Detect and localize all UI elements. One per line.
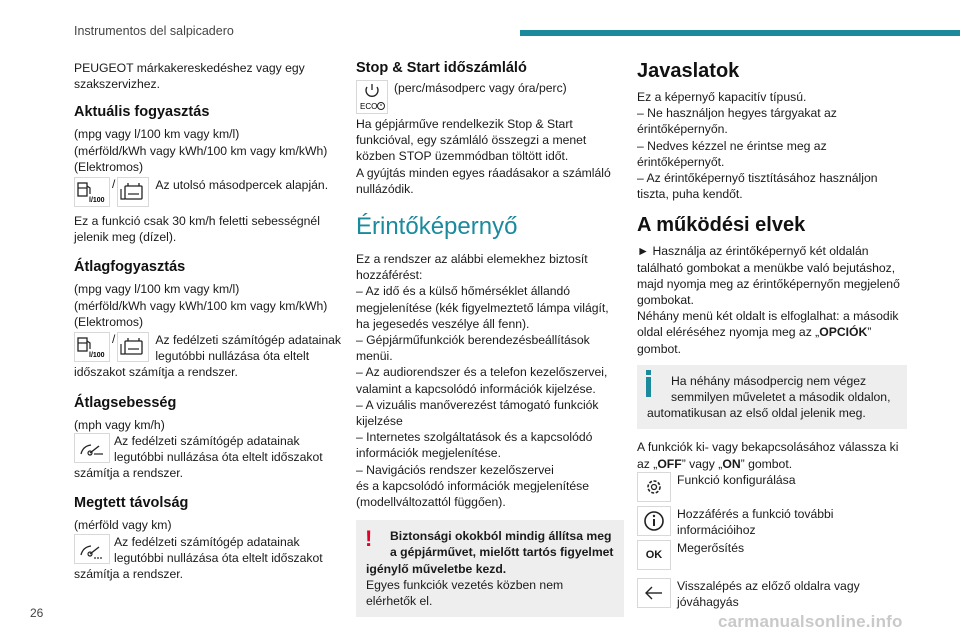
button-back-label: jóváhagyás [677,595,739,610]
warning-bold-line: a gépjárművet, mielőtt tartós figyelmet [390,545,614,560]
functions-on-off-line [637,456,907,472]
touchscreen-body: menüi. [356,349,393,364]
speed-gauge-icon [74,433,110,463]
principles-body: ► Használja az érintőképernyő két oldalán [637,244,869,259]
touchscreen-body: megjelenítése (kék figyelmeztető lámpa világít, [356,300,609,315]
button-configure-label: Funkció konfigurálása [677,472,796,487]
touchscreen-body: – A vizuális manőverezést támogató funkciók [356,397,599,412]
button-more-info-label: információihoz [677,523,756,538]
options-post: ” [867,325,872,340]
stop-start-body: funkcióval, egy számláló összegzi a menet [356,133,587,148]
settings-gear-icon [637,472,671,502]
distance-tail: számítja a rendszer. [74,567,184,582]
options-keyword: OPCIÓK [819,325,868,340]
section-title-touchscreen: Érintőképernyő [356,213,518,241]
touchscreen-body: – Internetes szolgáltatások és a kapcsolódó [356,430,593,445]
warning-bold-line: Biztonsági okokból mindig állítsa meg [390,529,612,544]
average-speed-description: legutóbbi nullázása óta eltelt időszakot [114,450,323,465]
section-title-average-consumption: Átlagfogyasztás [74,259,186,276]
touchscreen-body: (modellváltozattól függően). [356,495,506,510]
button-more-info-label: Hozzáférés a funkció további [677,506,834,521]
section-title-stop-start-timer: Stop & Start időszámláló [356,60,527,76]
warning-body: Egyes funkciók vezetés közben nem [366,577,564,592]
principles-body: gombokat. [637,293,694,308]
touchscreen-body: hozzáférést: [356,268,423,283]
func-mid: ” vagy „ [681,456,723,471]
fuel-pump-l100-icon [74,332,110,362]
info-icon-dot [646,370,651,375]
touchscreen-body: valamint a kapcsolódó információk kijelzése. [356,381,596,396]
header-title: Instrumentos del salpicadero [74,24,234,38]
options-pre: oldal eléréséhez nyomja meg az „ [637,325,820,340]
principles-body: található gombokat a menükbe való bejutáshoz, [637,260,896,275]
touchscreen-body: – Navigációs rendszer kezelőszervei [356,462,554,477]
page-number: 26 [30,606,44,620]
header-accent-bar [520,30,960,36]
principles-body: majd nyomja meg az érintőképernyőn megjelenő [637,276,900,291]
info-circle-icon [637,506,671,536]
watermark: carmanualsonline.info [718,612,903,631]
units-line: (mérföld/kWh vagy kWh/100 km vagy km/kWh) [74,298,328,313]
units-line: (mph vagy km/h) [74,417,165,432]
on-keyword: ON [722,456,741,471]
section-title-current-consumption: Aktuális fogyasztás [74,104,210,121]
section-title-operating-principles: A működési elvek [637,214,806,237]
button-confirm-label: Megerősítés [677,541,745,556]
warning-body: elérhetők el. [366,594,433,609]
intro-line-1: PEUGEOT márkakereskedéshez vagy egy [74,61,305,75]
touchscreen-body: – Az idő és a külső hőmérséklet állandó [356,284,571,299]
stop-start-body: A gyújtás minden egyes ráadásakor a számláló [356,165,611,180]
slash-separator: / [112,177,116,192]
off-keyword: OFF [657,456,682,471]
svg-text:l/100: l/100 [89,197,105,205]
principles-options-line [637,324,907,340]
average-consumption-description: legutóbbi nullázása óta eltelt [155,349,310,364]
info-text: semmilyen műveletet a második oldalon, [671,390,891,405]
column-middle [356,60,624,617]
warning-exclamation-icon: ! [365,526,373,552]
section-title-recommendations: Javaslatok [637,60,740,82]
recommendations-body: érintőképernyőt. [637,154,725,169]
func-pre: az „ [637,456,658,471]
distance-description: legutóbbi nullázása óta eltelt időszakot [114,550,323,565]
units-line: (mpg vagy l/100 km vagy km/l) [74,127,240,142]
note-line: Ez a funkció csak 30 km/h feletti sebességnél [74,214,320,229]
svg-text:l/100: l/100 [89,352,105,360]
warning-bold-line: igénylő műveletbe kezd. [366,561,507,576]
principles-body: Néhány menü két oldalt is elfoglalhat: a második [637,309,899,324]
recommendations-body: – Az érintőképernyő tisztításához használjon [637,171,878,186]
recommendations-body: – Nedves kézzel ne érintse meg az [637,138,827,153]
distance-description: Az fedélzeti számítógép adatainak [114,534,300,549]
touchscreen-body: kijelzése [356,414,403,429]
recommendations-body: tiszta, puha kendőt. [637,187,743,202]
recommendations-body: Ez a képernyő kapacitív típusú. [637,90,807,104]
ok-confirm-icon: OK [637,540,671,570]
section-title-distance-travelled: Megtett távolság [74,495,189,512]
touchscreen-body: információk megjelenítése. [356,446,501,461]
units-line: (Elektromos) [74,314,144,329]
stop-start-units: (perc/másodperc vagy óra/perc) [394,81,567,95]
info-text: automatikusan az első oldal jelenik meg. [647,406,866,421]
average-speed-description: Az fedélzeti számítógép adatainak [114,433,300,448]
warning-box [356,520,624,617]
units-line: (mérföld vagy km) [74,518,172,533]
stop-start-body: közben STOP üzemmódban töltött időt. [356,149,569,164]
units-line: (Elektromos) [74,159,144,174]
touchscreen-body: Ez a rendszer az alábbi elemekhez biztosít [356,252,588,267]
recommendations-body: – Ne használjon hegyes tárgyakat az [637,106,837,121]
distance-route-icon [74,534,110,564]
info-text: Ha néhány másodpercig nem végez [671,373,867,388]
battery-plug-icon [117,332,149,362]
svg-text:ECO: ECO [360,102,378,111]
units-line: (mpg vagy l/100 km vagy km/l) [74,282,240,297]
func-post: ” gombot. [740,456,793,471]
column-right [637,60,907,611]
touchscreen-body: – Az audiorendszer és a telefon kezelőszervei, [356,365,608,380]
touchscreen-body: és a kapcsolódó információk megjelenítése [356,478,590,493]
battery-plug-icon [117,177,149,207]
current-consumption-description: Az utolsó másodpercek alapján. [155,178,329,193]
touchscreen-body: ha jegesedés veszélye áll fenn). [356,316,530,331]
section-title-average-speed: Átlagsebesség [74,394,177,411]
average-speed-tail: számítja a rendszer. [74,466,184,481]
button-back-label: Visszalépés az előző oldalra vagy [677,579,860,594]
info-box [637,365,907,430]
functions-line: A funkciók ki- vagy bekapcsolásához válassza ki [637,440,899,455]
recommendations-body: érintőképernyőn. [637,122,728,137]
average-consumption-tail: időszakot számítja a rendszer. [74,365,238,380]
slash-separator: / [112,332,116,347]
note-line: jelenik meg (dízel). [74,230,177,245]
touchscreen-body: – Gépjárműfunkciók berendezésbeállítások [356,333,590,348]
info-icon [646,377,651,397]
fuel-pump-l100-icon [74,177,110,207]
intro-line-2: szakszervizhez. [74,77,161,92]
back-arrow-icon [637,578,671,608]
principles-body: gombot. [637,341,682,356]
units-line: (mérföld/kWh vagy kWh/100 km vagy km/kWh) [74,143,328,158]
stop-start-body: nullázódik. [356,181,414,196]
stop-start-body: Ha gépjárműve rendelkezik Stop & Start [356,117,573,131]
column-left [74,60,344,582]
average-consumption-description: Az fedélzeti számítógép adatainak [155,333,341,348]
stop-start-eco-icon [356,80,388,114]
